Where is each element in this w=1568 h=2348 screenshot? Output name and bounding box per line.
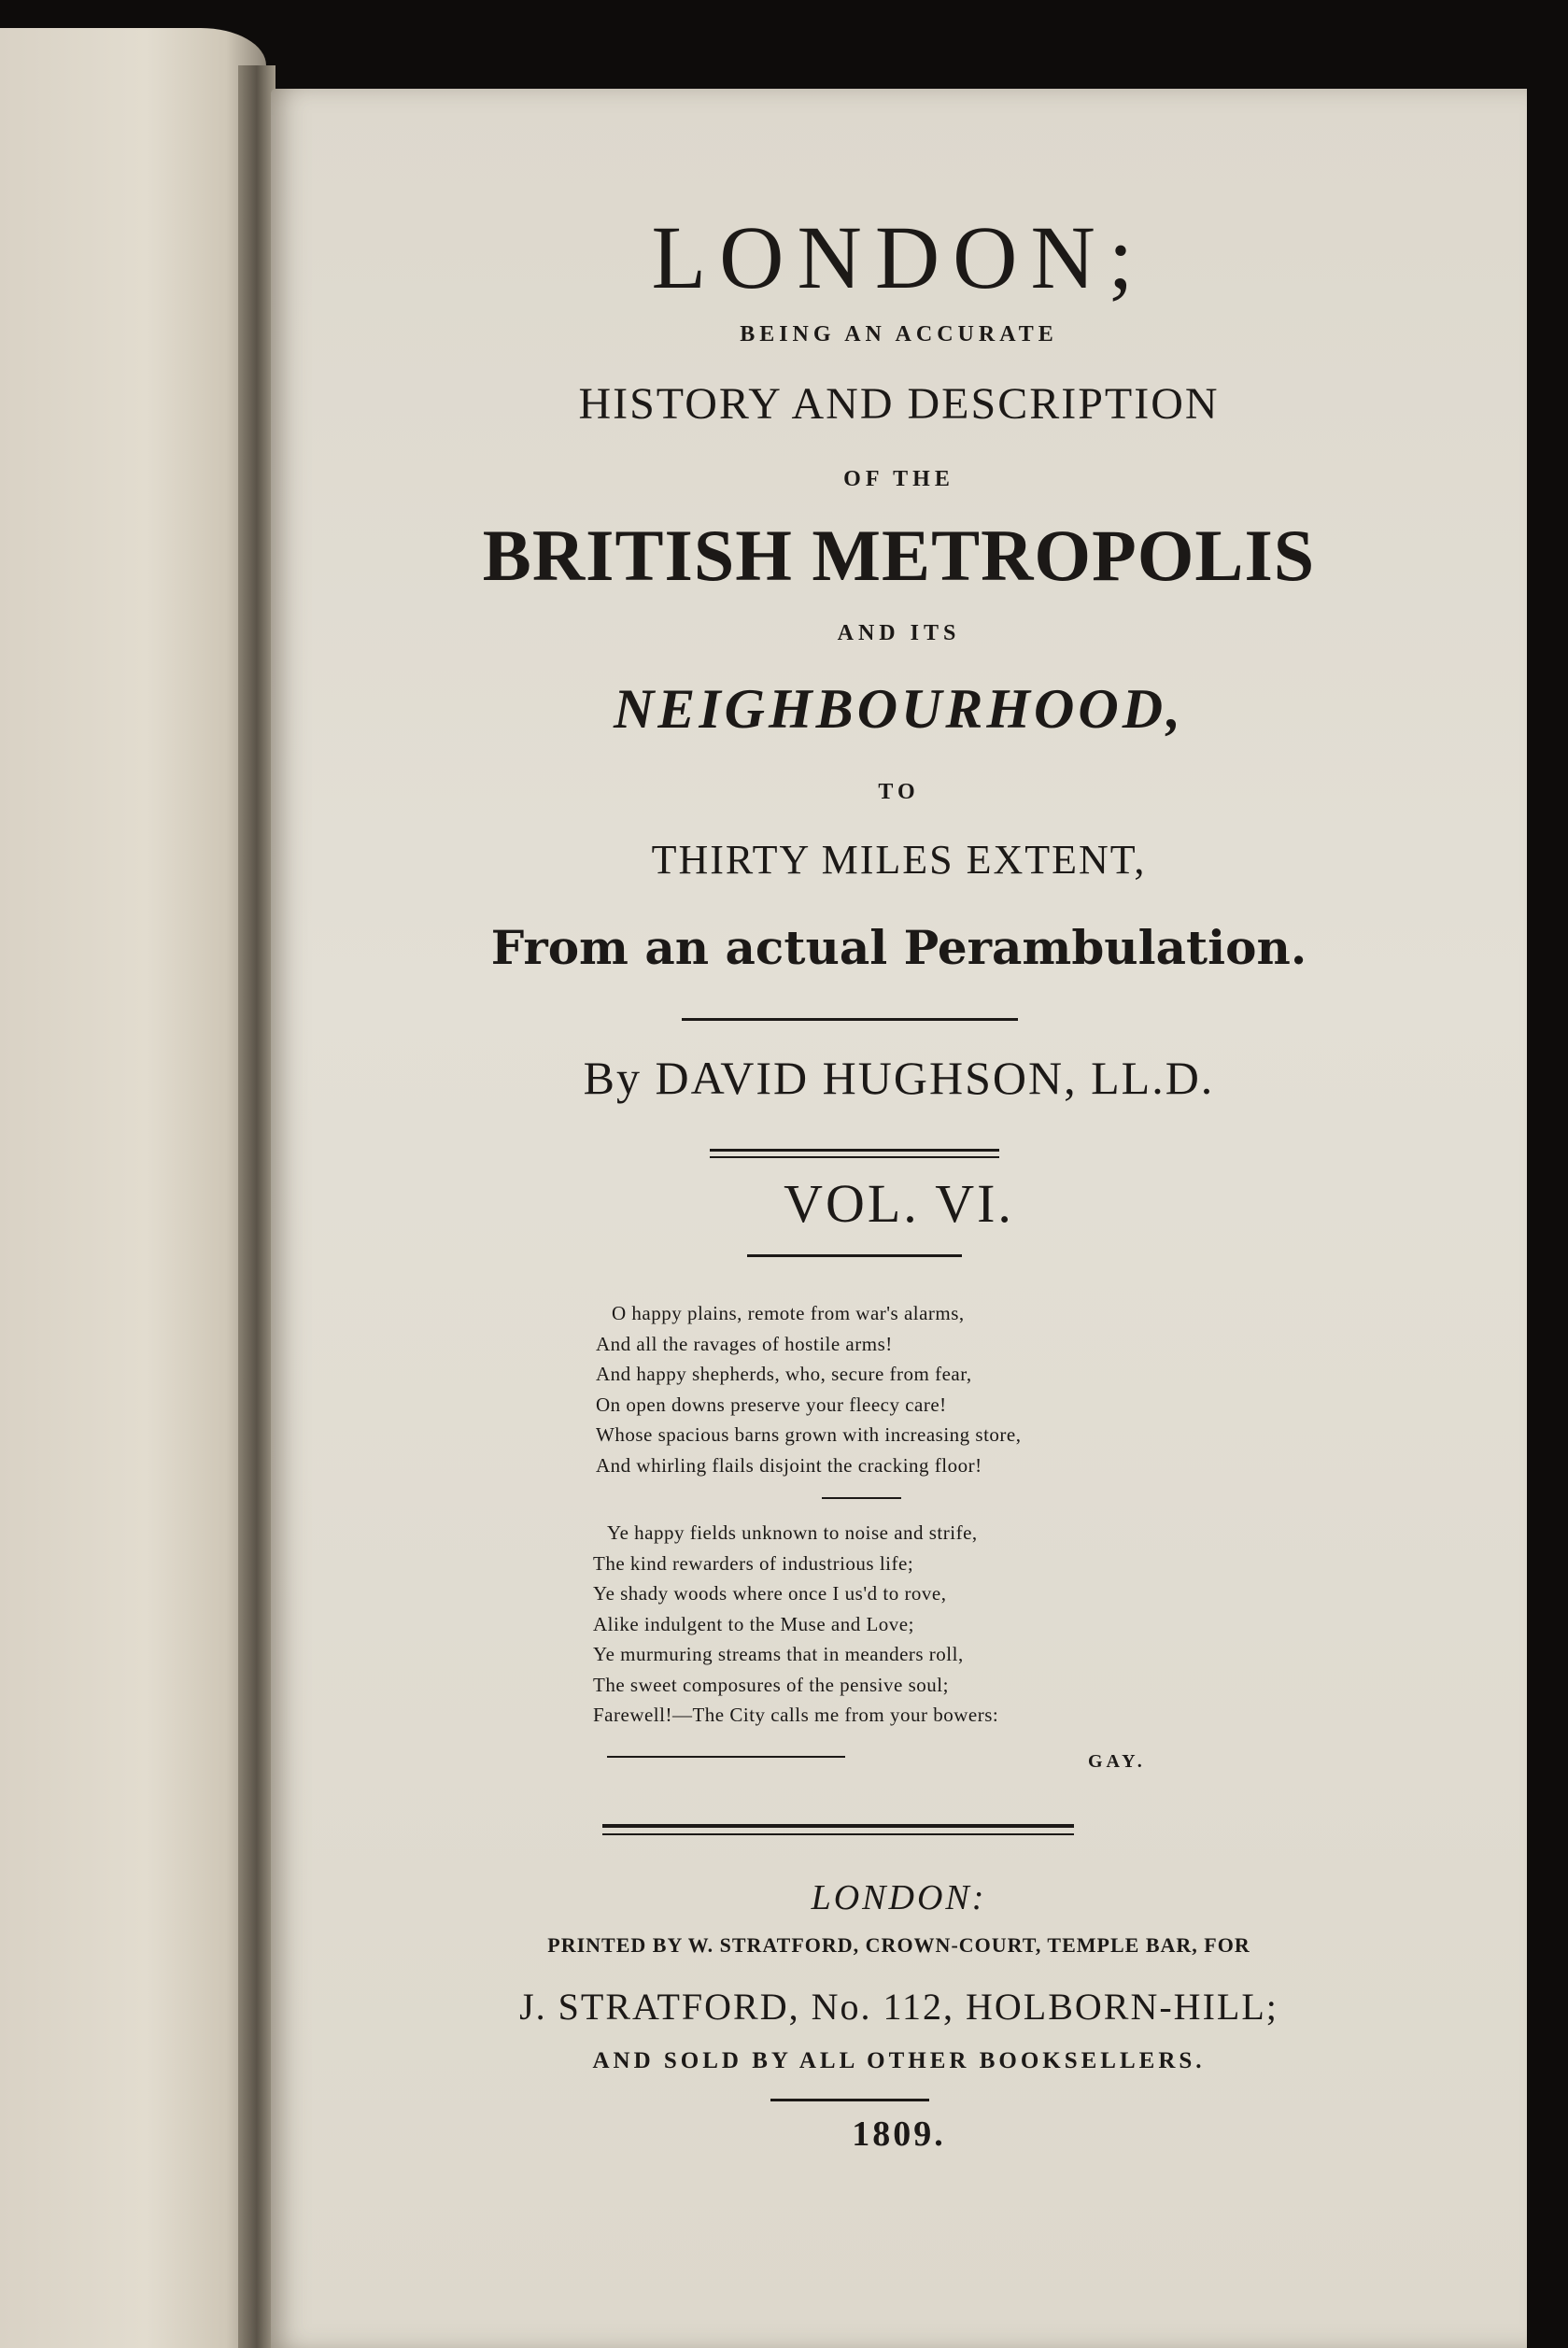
imprint-sold: AND SOLD BY ALL OTHER BOOKSELLERS. <box>592 2048 1206 2073</box>
poem-line: Alike indulgent to the Muse and Love; <box>593 1612 914 1635</box>
left-page <box>0 28 266 2348</box>
rule-year <box>770 2099 929 2101</box>
rule-upper <box>682 1018 1018 1021</box>
publication-year: 1809. <box>852 2115 946 2154</box>
poem-line: The kind rewarders of industrious life; <box>593 1551 914 1575</box>
book-title: LONDON; <box>651 207 1147 307</box>
poem-line: And whirling flails disjoint the cracking floor! <box>596 1453 982 1477</box>
rule-poem-divider <box>822 1497 901 1499</box>
poem-line: The sweet composures of the pensive soul; <box>593 1673 949 1696</box>
rule-vol-top-2 <box>710 1156 999 1158</box>
poem-line: Ye murmuring streams that in meanders roll, <box>593 1643 964 1665</box>
poem-author: GAY. <box>1088 1751 1146 1772</box>
subtitle-andits: AND ITS <box>837 621 961 645</box>
subtitle-to: TO <box>878 780 920 804</box>
poem-line: Ye shady woods where once I us'd to rove, <box>593 1582 947 1605</box>
subtitle-thirty: THIRTY MILES EXTENT, <box>651 837 1147 883</box>
subtitle-perambulation: From an actual Perambulation. <box>490 920 1307 975</box>
rule-poem-end <box>607 1756 845 1758</box>
volume-label: VOL. VI. <box>784 1173 1014 1234</box>
poem-stanza-2 <box>593 1518 1153 1731</box>
poem-line: Farewell!—The City calls me from your bowers: <box>593 1704 999 1726</box>
rule-vol-top-1 <box>710 1149 999 1152</box>
poem-line: O happy plains, remote from war's alarms, <box>612 1302 965 1324</box>
poem-line: And happy shepherds, who, secure from fear, <box>596 1363 972 1385</box>
subtitle-history: HISTORY AND DESCRIPTION <box>578 379 1220 429</box>
poem-line: On open downs preserve your fleecy care! <box>596 1393 947 1416</box>
rule-imprint-1 <box>602 1824 1074 1828</box>
subtitle-being: BEING AN ACCURATE <box>740 322 1058 347</box>
subtitle-neighbourhood: NEIGHBOURHOOD, <box>613 678 1185 740</box>
poem-line: Ye happy fields unknown to noise and strife, <box>607 1521 978 1544</box>
poem-line: Whose spacious barns grown with increasing store, <box>596 1423 1022 1446</box>
imprint-printed: PRINTED BY W. STRATFORD, CROWN-COURT, TEMPLE BAR, FOR <box>547 1933 1250 1957</box>
book-gutter <box>238 65 275 2348</box>
imprint-publisher: J. STRATFORD, No. 112, HOLBORN-HILL; <box>519 1986 1278 2028</box>
author-line: By DAVID HUGHSON, LL.D. <box>583 1052 1215 1104</box>
subtitle-ofthe: OF THE <box>843 467 954 491</box>
subtitle-british: BRITISH METROPOLIS <box>482 515 1316 596</box>
rule-imprint-2 <box>602 1833 1074 1835</box>
poem-stanza-1 <box>593 1298 1153 1480</box>
rule-vol-bottom <box>747 1254 962 1257</box>
title-page-content <box>271 89 1527 2348</box>
imprint-city: LONDON: <box>811 1878 987 1917</box>
poem-line: And all the ravages of hostile arms! <box>596 1332 893 1355</box>
